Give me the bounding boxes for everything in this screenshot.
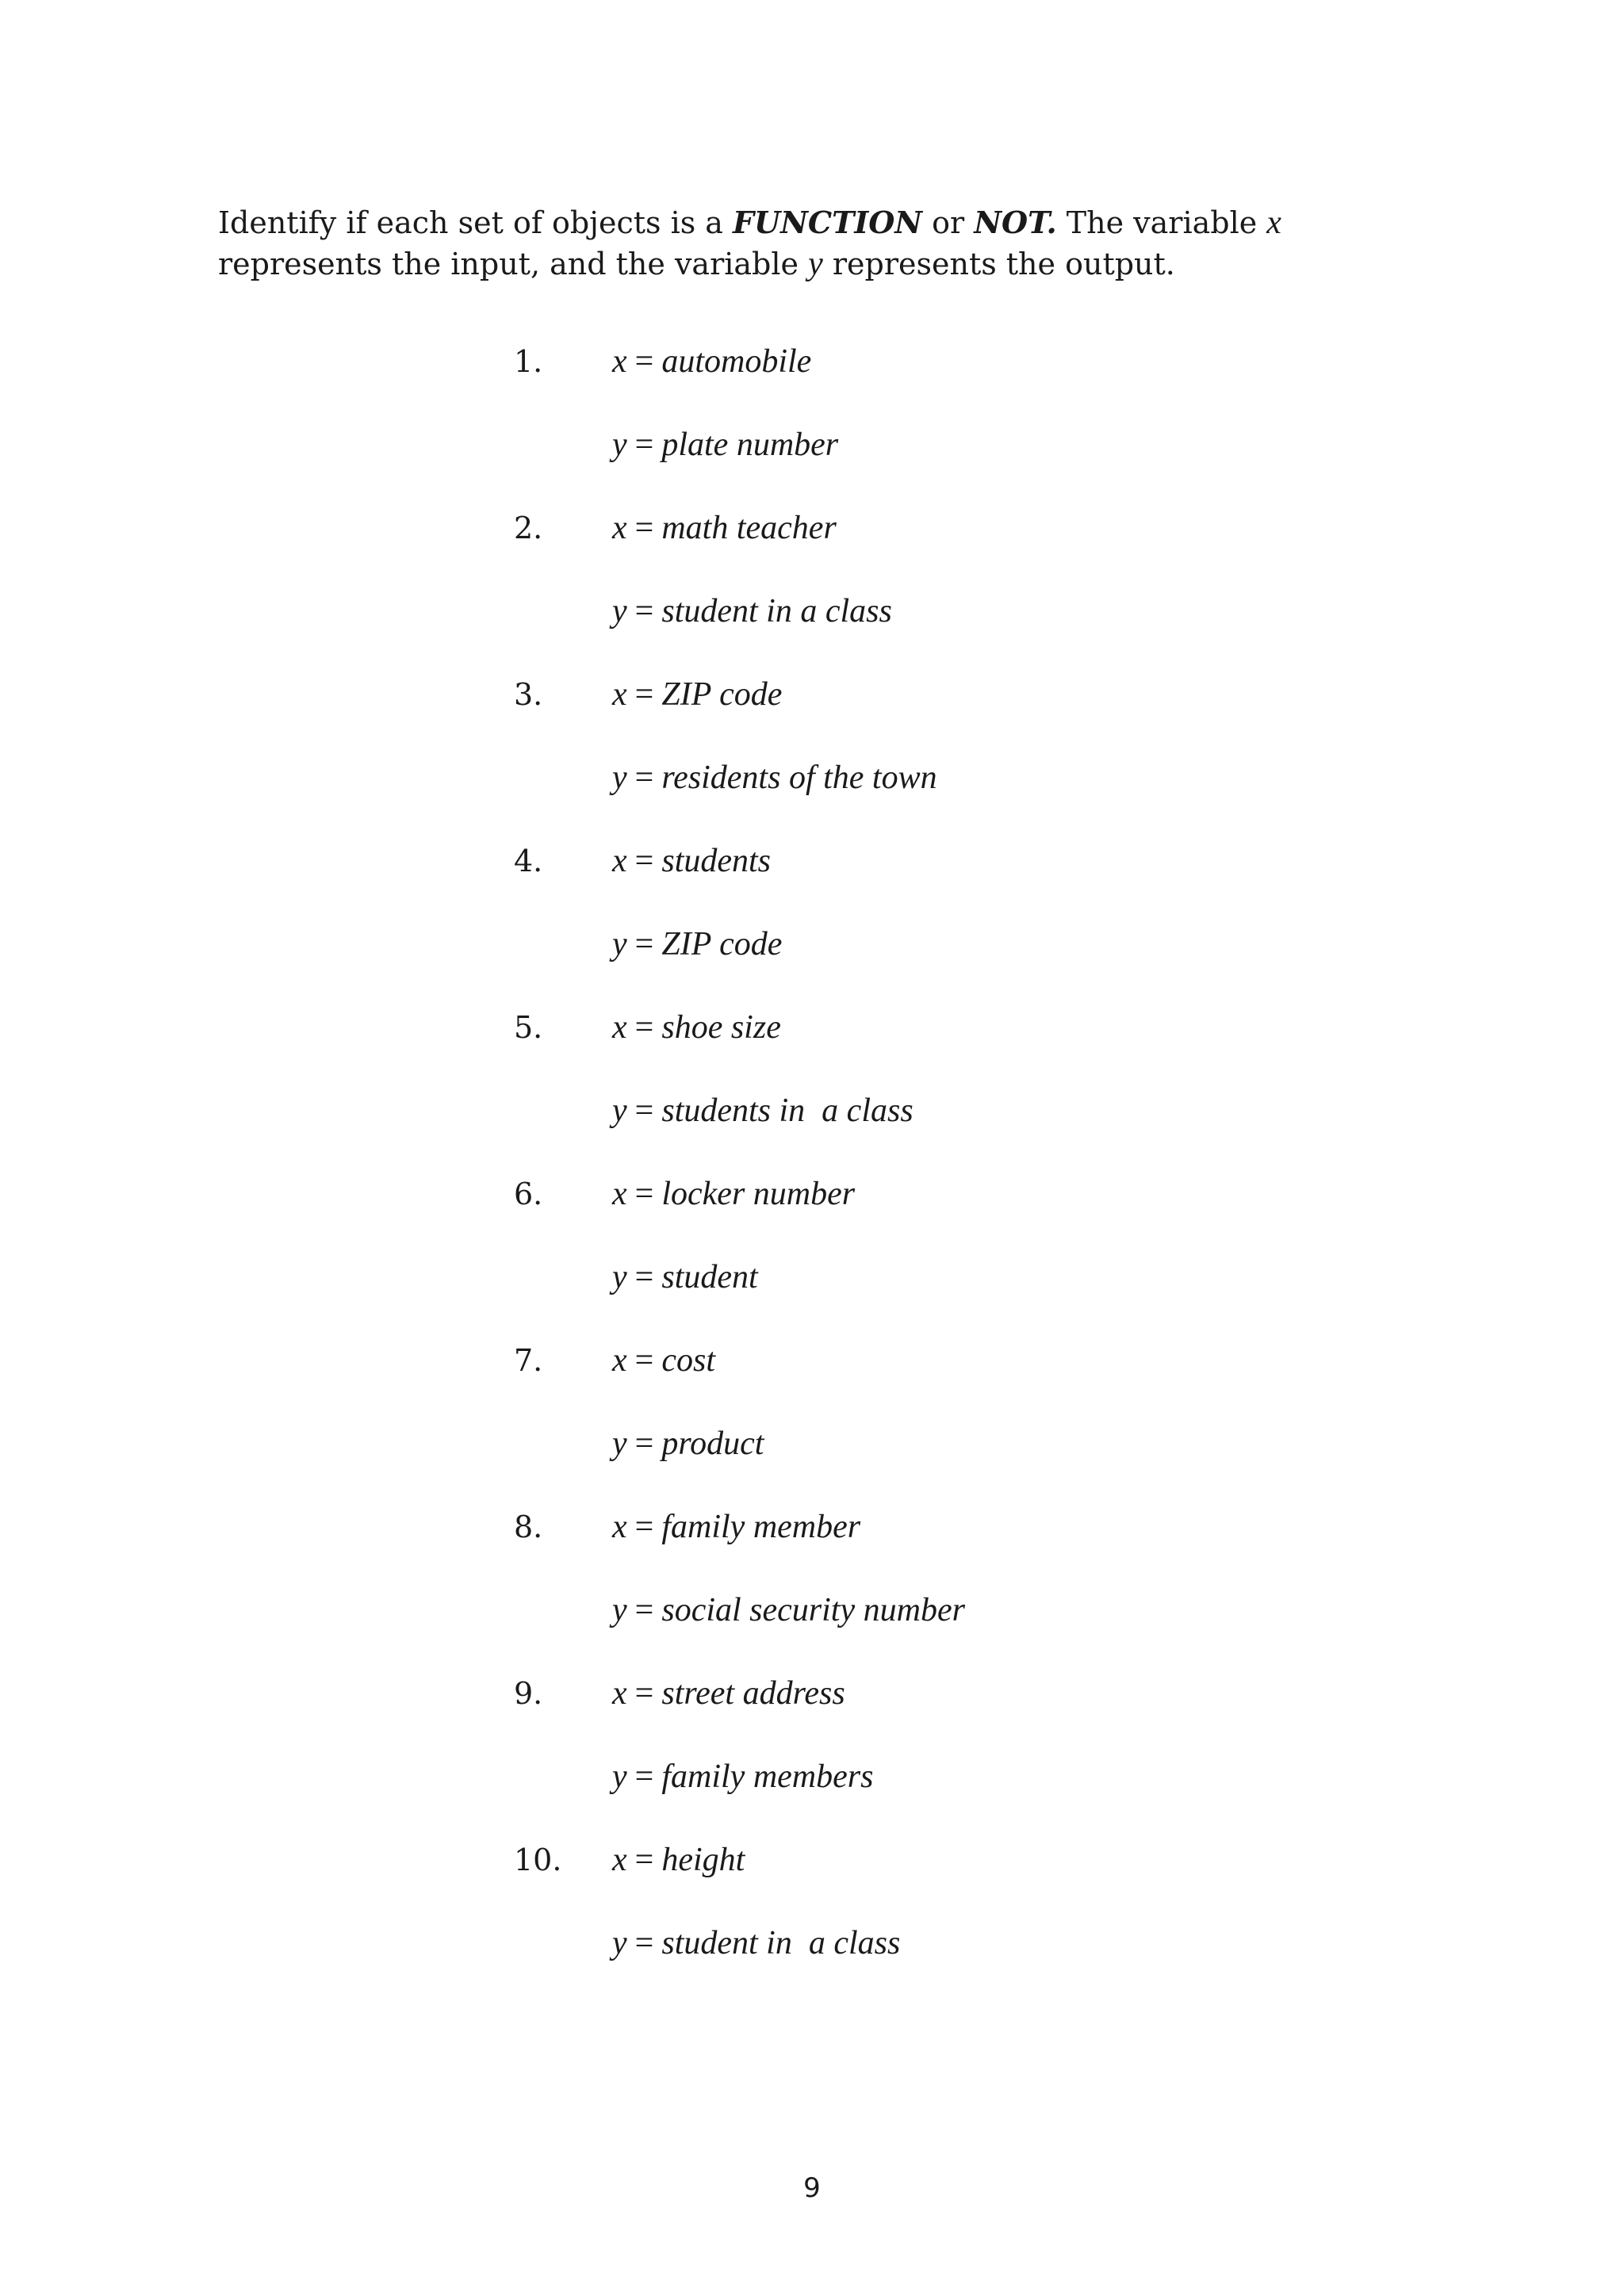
item-number: 2. [514,511,543,545]
item-number: 3. [514,677,543,712]
x-var: x [612,1176,627,1212]
equals-sign: = [634,510,654,546]
equals-sign: = [634,1592,654,1628]
x-equation [612,507,837,549]
keyword-function: FUNCTION [733,205,923,240]
item-number: 10. [514,1843,562,1877]
item-number: 5. [514,1010,543,1045]
x-var: x [612,843,627,879]
x-var: x [612,343,627,380]
equals-sign: = [634,1342,654,1379]
x-var: x [612,1675,627,1712]
y-var: y [612,926,627,962]
equals-sign: = [634,1259,654,1295]
equals-sign: = [634,1758,654,1795]
y-equation [612,1923,900,1964]
equals-sign: = [634,1509,654,1545]
x-var: x [612,1009,627,1046]
y-value: product [661,1425,764,1462]
instructions-text-2: or [922,205,975,240]
equals-sign: = [634,343,654,380]
x-value: math teacher [661,510,837,546]
y-equation [612,757,937,798]
y-var: y [612,1093,627,1129]
x-value: automobile [661,343,812,380]
y-equation [612,591,892,632]
y-value: student in a class [661,593,892,629]
equals-sign: = [634,1675,654,1712]
y-value: students in a class [661,1093,914,1129]
item-number: 4. [514,844,543,878]
equals-sign: = [634,760,654,796]
instructions-text-4: represents the input, and the variable [218,247,809,281]
x-value: height [661,1842,745,1878]
y-equation [612,1756,873,1797]
item-number: 7. [514,1343,543,1378]
variable-y: y [808,246,823,282]
equals-sign: = [634,1842,654,1878]
x-equation [612,840,771,882]
instructions-text-5: represents the output. [822,247,1175,281]
y-var: y [612,1259,627,1295]
y-value: plate number [661,427,839,463]
equals-sign: = [634,593,654,629]
y-value: family members [661,1758,874,1795]
y-value: social security number [661,1592,965,1628]
y-equation [612,1423,764,1464]
y-var: y [612,1592,627,1628]
x-var: x [612,1842,627,1878]
equals-sign: = [634,1176,654,1212]
instructions-paragraph [218,202,1423,285]
x-value: cost [661,1342,715,1379]
equals-sign: = [634,427,654,463]
instructions-text-1: Identify if each set of objects is a [218,205,733,240]
x-equation [612,1839,745,1881]
y-var: y [612,593,627,629]
x-var: x [612,510,627,546]
x-equation [612,674,782,715]
equals-sign: = [634,926,654,962]
y-var: y [612,1925,627,1961]
y-var: y [612,1758,627,1795]
y-value: residents of the town [661,760,937,796]
item-number: 8. [514,1510,543,1544]
x-equation [612,1673,845,1714]
y-var: y [612,427,627,463]
y-value: student [661,1259,758,1295]
x-equation [612,1340,715,1381]
equals-sign: = [634,1093,654,1129]
x-value: shoe size [661,1009,781,1046]
x-var: x [612,1342,627,1379]
y-var: y [612,760,627,796]
instructions-text-3: The variable [1056,205,1267,240]
y-equation [612,1257,758,1298]
item-number: 9. [514,1676,543,1711]
equals-sign: = [634,843,654,879]
item-number: 1. [514,344,543,379]
y-value: student in a class [661,1925,901,1961]
y-equation [612,924,782,965]
item-number: 6. [514,1177,543,1211]
equals-sign: = [634,676,654,713]
x-var: x [612,1509,627,1545]
y-value: ZIP code [661,926,783,962]
y-equation [612,1590,965,1631]
variable-x: x [1266,205,1281,241]
y-var: y [612,1425,627,1462]
equals-sign: = [634,1925,654,1961]
x-equation [612,341,811,382]
x-value: students [661,843,772,879]
x-value: family member [661,1509,861,1545]
x-equation [612,1506,860,1548]
keyword-not: NOT. [974,205,1057,240]
equals-sign: = [634,1009,654,1046]
x-value: street address [661,1675,845,1712]
page-number: 9 [803,2172,821,2204]
x-equation [612,1007,781,1048]
y-equation [612,1090,914,1131]
y-equation [612,424,838,465]
x-equation [612,1173,855,1215]
x-value: ZIP code [661,676,783,713]
x-var: x [612,676,627,713]
equals-sign: = [634,1425,654,1462]
x-value: locker number [661,1176,856,1212]
